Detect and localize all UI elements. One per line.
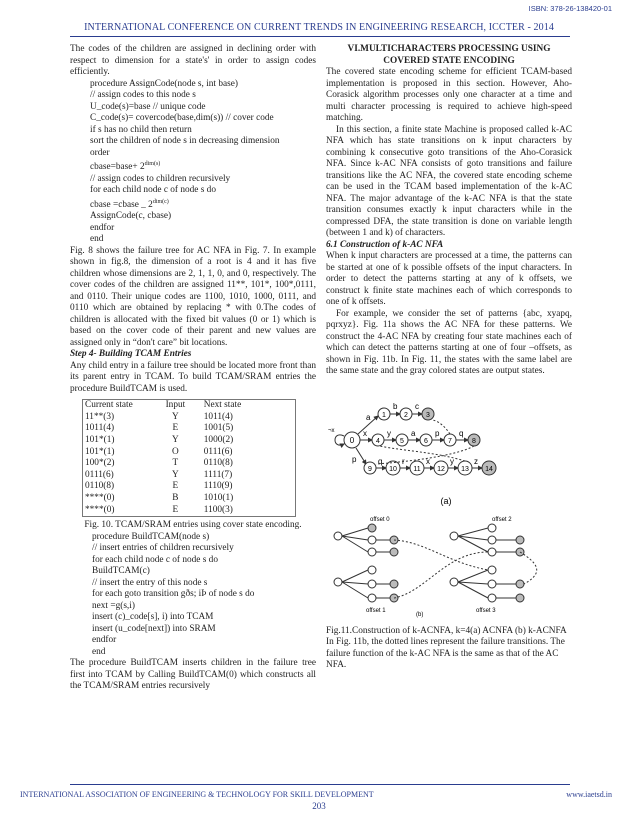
- fig10-caption: Fig. 10. TCAM/SRAM entries using cover state encoding.: [84, 520, 302, 531]
- table-cell: ****(0): [85, 504, 115, 515]
- subsection-heading: 6.1 Construction of k-AC NFA: [326, 239, 444, 250]
- edge-label: p: [352, 454, 357, 464]
- code-line: [90, 159, 316, 174]
- goto-edge: [342, 528, 368, 536]
- table-cell: 1000(2): [203, 434, 234, 445]
- edge-label: r: [402, 456, 405, 466]
- right-column: [326, 44, 572, 672]
- offset-2-machine: [450, 517, 524, 556]
- edge-label: x: [426, 456, 430, 466]
- offset-label: offset 0: [370, 516, 390, 523]
- table-header-row: [83, 400, 296, 412]
- table-cell: 1010(1): [203, 492, 234, 503]
- failure-edge: [520, 552, 537, 584]
- table-cell: E: [172, 481, 179, 492]
- table-row: [83, 435, 296, 447]
- table-cell: 101*(1): [85, 434, 115, 445]
- state-node: [368, 536, 376, 544]
- header-cell: Next state: [203, 400, 242, 411]
- isbn-label: ISBN: 378-26-138420-01: [528, 4, 612, 13]
- section-title: VI.MULTICHARACTERS PROCESSING USING COVERED STATE ENCODING: [347, 44, 551, 66]
- state-label: 1: [382, 411, 386, 419]
- paragraph: When k input characters are processed at a time, the patterns can be started at one of k possible offsets of the input characters. In order to detect the patterns starting at any of k offsets, we construct k finite state machines each of which corresponds to one of k offsets.: [326, 251, 572, 307]
- state-label: 5: [400, 437, 404, 445]
- fig11a-label: (a): [440, 495, 452, 506]
- offset-label: offset 3: [476, 607, 496, 614]
- code-text: cbase =cbase _ 2: [90, 199, 153, 210]
- state-label: 11: [413, 465, 421, 473]
- code-line: // assign codes to this node s: [90, 90, 196, 100]
- state-label: 10: [389, 465, 397, 473]
- fig11a-diagram: [326, 392, 572, 510]
- code-text: cbase=base+ 2: [90, 162, 145, 173]
- state-node: [488, 536, 496, 544]
- row1-states: [358, 402, 434, 434]
- tcam-table: [82, 399, 296, 517]
- self-loop-label: ¬x: [328, 427, 335, 434]
- page-number: 203: [312, 801, 326, 811]
- table-cell: Y: [172, 469, 179, 480]
- code-line: U_code(s)=base // unique code: [90, 101, 206, 112]
- table-cell: 1011(4): [85, 423, 115, 434]
- goto-edge: [342, 582, 368, 598]
- state-label: 4: [376, 437, 380, 445]
- state-node: [488, 524, 496, 532]
- closing-paragraph: The procedure BuildTCAM inserts children in the failure tree first into TCAM by Calling BuildTCAM(0) which constructs all the TCAM/SRAM entries recursively: [70, 658, 316, 692]
- state-node: [450, 578, 458, 586]
- table-row: [83, 412, 296, 424]
- table-row: [83, 423, 296, 435]
- table-cell: 1011(4): [203, 411, 233, 422]
- state-node: [334, 578, 342, 586]
- state-node: [368, 524, 376, 532]
- code-line: AssignCode(c, cbase): [90, 211, 172, 222]
- table-row: [83, 493, 296, 505]
- edge-label: q: [459, 428, 464, 438]
- table-row: [83, 470, 296, 482]
- conference-title: INTERNATIONAL CONFERENCE ON CURRENT TRENDS IN ENGINEERING RESEARCH, ICCTER - 2014: [84, 22, 554, 33]
- code-line: for each child node c of node s do: [90, 185, 216, 196]
- header-rule: [70, 36, 570, 37]
- edge-label: y: [450, 456, 454, 466]
- edge-label: b: [393, 401, 398, 411]
- header-cell: Current state: [85, 400, 133, 411]
- code-line: // assign codes to children recursively: [90, 173, 231, 184]
- state-label: 12: [437, 465, 445, 473]
- state-node: [516, 536, 524, 544]
- state-label: 3: [426, 411, 430, 419]
- goto-edge: [458, 582, 488, 598]
- edge-label: c: [415, 401, 419, 411]
- fig11b-diagram: [326, 512, 572, 618]
- code-line: procedure BuildTCAM(node s): [92, 531, 210, 542]
- goto-edge: [458, 582, 488, 584]
- table-cell: O: [172, 446, 179, 457]
- goto-edge: [342, 570, 368, 582]
- superscript: dim(s): [144, 161, 161, 167]
- state-node: [368, 580, 376, 588]
- state-node: [368, 594, 376, 602]
- superscript: dim(c): [152, 198, 169, 205]
- code-line: endfor: [92, 635, 117, 646]
- code-line: procedure AssignCode(node s, int base): [90, 78, 238, 89]
- state-label: 0: [349, 435, 355, 445]
- state-node: [488, 594, 496, 602]
- edge-label: p: [435, 428, 440, 438]
- goto-edge: [458, 570, 488, 582]
- code-line: [90, 197, 316, 212]
- step4-paragraph: Any child entry in a failure tree should be located more front than its parent entry in TCAM. To build TCAM/SRAM entries the procedure BuildTCAM is used.: [70, 360, 316, 394]
- paragraph: In this section, a finite state Machine is proposed called k-AC NFA which has state transitions on k input characters by combining k consecutive goto transitions of the Aho-Corasick NFA. Since k-AC NFA consists of goto transitions and failure transitions like the AC NFA, the covered state encoding scheme can be used in the TCAM based implementation of the k-AC NFA. The major advantage of the k-AC NFA is that the state transition consumes exactly k input characters while in the compressed DFA, the state transition is done on variable length (between 1 and k) of characters.: [326, 124, 572, 238]
- code-line: BuildTCAM(c): [92, 566, 150, 577]
- code-line: endfor: [90, 222, 115, 233]
- table-row: [83, 481, 296, 493]
- code-line: end: [90, 234, 104, 245]
- left-column: [70, 44, 316, 693]
- table-cell: E: [172, 504, 179, 515]
- code-line: sort the children of node s in decreasing dimension: [90, 136, 280, 146]
- table-cell: 0111(6): [85, 469, 114, 480]
- state-label: 14: [485, 465, 493, 473]
- table-cell: 1111(7): [203, 469, 233, 480]
- state-node: [450, 532, 458, 540]
- state-label: 2: [404, 411, 408, 419]
- offset-3-machine: [450, 566, 524, 614]
- code-line: for each goto transition gðs; iÞ of node s do: [92, 589, 255, 600]
- table-cell: Y: [172, 411, 179, 422]
- state-label: 8: [472, 437, 476, 445]
- code-line: insert (u_code[next]) into SRAM: [92, 623, 216, 634]
- state-label: 9: [368, 465, 372, 473]
- footer-website-link[interactable]: www.iaetsd.in: [566, 790, 612, 799]
- state-node: [488, 548, 496, 556]
- state-node: [368, 548, 376, 556]
- code-line: for each child node c of node s do: [92, 554, 218, 565]
- state-label: 6: [424, 437, 428, 445]
- paragraph: In Fig. 11b, the dotted lines represent the failure transitions. The failure function of the k-AC NFA is the same as that of the AC NFA.: [326, 637, 565, 670]
- table-cell: 101*(1): [85, 446, 115, 457]
- offset-label: offset 2: [492, 516, 512, 523]
- state-node: [516, 594, 524, 602]
- table-row: [83, 505, 296, 517]
- fig8-paragraph: Fig. 8 shows the failure tree for AC NFA in Fig. 7. In example shown in fig.8, the dimension of a root is 4 and it has five children whose dimensions are 2, 1, 1, 0, and 0, respectively. The cover codes of the children are assigned 11**, 101*, 100*,0111, and 0110. Their unique codes are 1100, 1010, 1000, 0111, and 0110 which are obtained by replacing * with 0.The codes of children is allocated with the fixed bit values (0 or 1) which is based on the cover code of their parent and new values are assigned only in “don't care” bit locations.: [70, 245, 316, 348]
- header-cell: Input: [165, 400, 186, 411]
- state-node: [334, 532, 342, 540]
- code-line: next =g(s,i): [92, 600, 135, 611]
- table-cell: E: [172, 423, 179, 434]
- self-loop: [335, 434, 344, 444]
- row2-states: [360, 429, 480, 446]
- edge-label: q: [378, 456, 383, 466]
- state-node: [488, 566, 496, 574]
- state-node: [488, 580, 496, 588]
- code-line: // insert entries of children recursively: [92, 543, 234, 554]
- goto-edge: [342, 582, 368, 584]
- fig11b-label: (b): [416, 611, 424, 618]
- offset-1-machine: [334, 566, 398, 614]
- edge-label: a: [366, 412, 371, 422]
- table-cell: 1110(9): [203, 481, 233, 492]
- footer-association: INTERNATIONAL ASSOCIATION OF ENGINEERING & TECHNOLOGY FOR SKILL DEVELOPMENT: [20, 790, 374, 799]
- paragraph: For example, we consider the set of patterns {abc, xyapq, pqrxyz}. Fig. 11a shows the AC NFA for these patterns. We construct the 4-AC NFA by creating four state machines each of which can detect the patterns starting at one of four –offsets, as shown in Fig. 11b. In Fig. 11, the states with the same label are the same state and the gray colored states are output states.: [326, 308, 572, 376]
- assigncode-procedure: [70, 79, 316, 246]
- table-cell: T: [172, 458, 179, 469]
- edge-label: a: [411, 428, 416, 438]
- intro-paragraph: The codes of the children are assigned in declining order with respect to dimension for a state's' in order to assign codes efficiently.: [70, 44, 316, 77]
- goto-edge: [458, 528, 488, 536]
- table-cell: 0110(8): [203, 458, 233, 469]
- table-cell: Y: [172, 434, 179, 445]
- table-row: [83, 447, 296, 459]
- code-line: insert (c)_code[s], i) into TCAM: [92, 612, 214, 623]
- state-node: [368, 566, 376, 574]
- failure-edge: [394, 552, 488, 598]
- table-cell: 1100(3): [203, 504, 233, 515]
- table-cell: 100*(2): [85, 458, 115, 469]
- paragraph: The covered state encoding scheme for efficient TCAM-based implementation is proposed in this section. However, Aho-Corasick algorithm processes only one character at a time and multi character processing is required to achieve high-speed matching.: [326, 67, 572, 123]
- code-line: C_code(s)= covercode(base,dim(s)) // cover code: [90, 113, 274, 123]
- code-line: order: [90, 147, 110, 158]
- footer-rule: [70, 784, 570, 785]
- state-label: 7: [448, 437, 452, 445]
- table-cell: 0111(6): [203, 446, 233, 457]
- table-cell: 1001(5): [203, 423, 234, 434]
- table-cell: 0110(8): [85, 481, 115, 492]
- offset-0-machine: [334, 517, 398, 556]
- edge-label: z: [474, 456, 478, 466]
- goto-edge: [356, 448, 366, 464]
- fig11-caption: Fig.11.Construction of k-ACNFA, k=4(a) ACNFA (b) k-ACNFA: [326, 625, 567, 636]
- edge-label: y: [387, 428, 391, 438]
- state-node: [390, 580, 398, 588]
- table-cell: ****(0): [85, 492, 115, 503]
- code-line: // insert the entry of this node s: [92, 577, 208, 588]
- code-line: end: [92, 646, 106, 657]
- table-cell: 11**(3): [85, 411, 115, 422]
- offset-label: offset 1: [366, 607, 386, 614]
- table-cell: B: [172, 492, 179, 503]
- buildtcam-procedure: [70, 532, 316, 659]
- code-line: if s has no child then return: [90, 124, 192, 135]
- step4-heading: Step 4- Building TCAM Entries: [70, 349, 192, 360]
- state-node: [516, 580, 524, 588]
- edge-label: x: [363, 428, 367, 438]
- state-node: [390, 548, 398, 556]
- state-label: 13: [461, 465, 469, 473]
- table-row: [83, 458, 296, 470]
